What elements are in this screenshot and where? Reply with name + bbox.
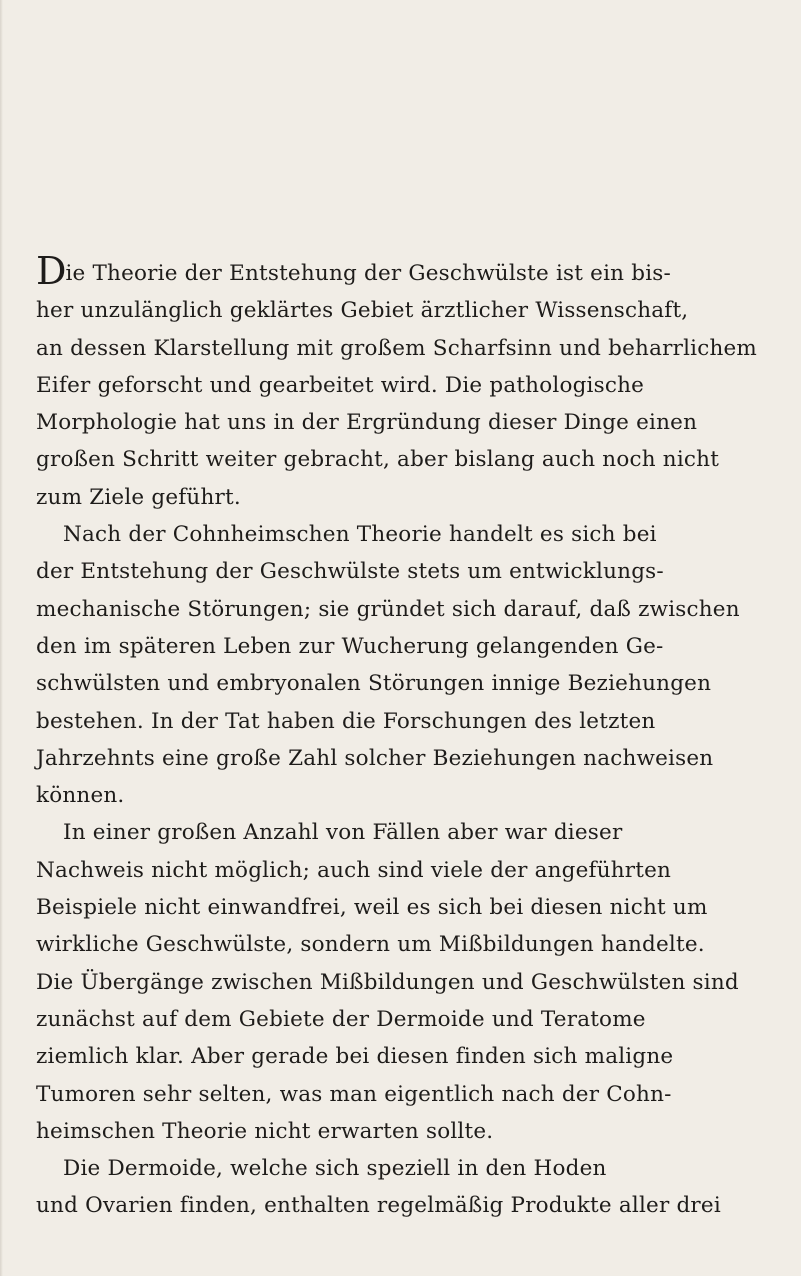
text-line: Tumoren sehr selten, was man eigentlich nach der Cohn-: [36, 1081, 672, 1107]
page-edge: [0, 0, 3, 1276]
text-line: schwülsten und embryonalen Störungen innige Beziehungen: [36, 671, 712, 697]
initial-letter: D: [36, 249, 66, 293]
text-line-content: ie Theorie der Entstehung der Geschwülste ist ein bis-: [65, 261, 671, 286]
text-line: an dessen Klarstellung mit großem Scharfsinn und beharrlichem: [36, 335, 758, 361]
text-line: her unzulänglich geklärtes Gebiet ärztlicher Wissenschaft,: [36, 298, 689, 324]
text-line: der Entstehung der Geschwülste stets um entwicklungs-: [36, 559, 664, 585]
text-line: Morphologie hat uns in der Ergründung dieser Dinge einen: [36, 410, 698, 436]
text-line: heimschen Theorie nicht erwarten sollte.: [36, 1118, 494, 1144]
text-line: Die Übergänge zwischen Mißbildungen und Geschwülsten sind: [36, 969, 739, 995]
text-line: bestehen. In der Tat haben die Forschungen des letzten: [36, 708, 656, 734]
text-line: ziemlich klar. Aber gerade bei diesen finden sich maligne: [36, 1044, 674, 1070]
text-line: wirkliche Geschwülste, sondern um Mißbildungen handelte.: [36, 932, 705, 958]
text-line: können.: [36, 783, 125, 809]
text-line: den im späteren Leben zur Wucherung gelangenden Ge-: [36, 633, 664, 659]
paragraph-start-line: Nach der Cohnheimschen Theorie handelt es sich bei: [63, 522, 657, 548]
text-line: Nachweis nicht möglich; auch sind viele der angeführten: [36, 857, 672, 883]
text-line: [36, 249, 736, 293]
text-line: mechanische Störungen; sie gründet sich darauf, daß zwischen: [36, 596, 740, 622]
text-line: Beispiele nicht einwandfrei, weil es sich bei diesen nicht um: [36, 895, 708, 921]
text-line: Eifer geforscht und gearbeitet wird. Die pathologische: [36, 372, 645, 398]
text-line: großen Schritt weiter gebracht, aber bislang auch noch nicht: [36, 447, 720, 473]
paragraph-start-line: In einer großen Anzahl von Fällen aber war dieser: [63, 820, 623, 846]
body-text: [36, 249, 758, 1225]
text-line: zum Ziele geführt.: [36, 484, 241, 510]
text-line: zunächst auf dem Gebiete der Dermoide und Teratome: [36, 1006, 646, 1032]
text-line: Jahrzehnts eine große Zahl solcher Beziehungen nachweisen: [36, 745, 714, 771]
text-line: und Ovarien finden, enthalten regelmäßig Produkte aller drei: [36, 1193, 721, 1219]
paragraph-start-line: Die Dermoide, welche sich speziell in den Hoden: [63, 1156, 607, 1182]
